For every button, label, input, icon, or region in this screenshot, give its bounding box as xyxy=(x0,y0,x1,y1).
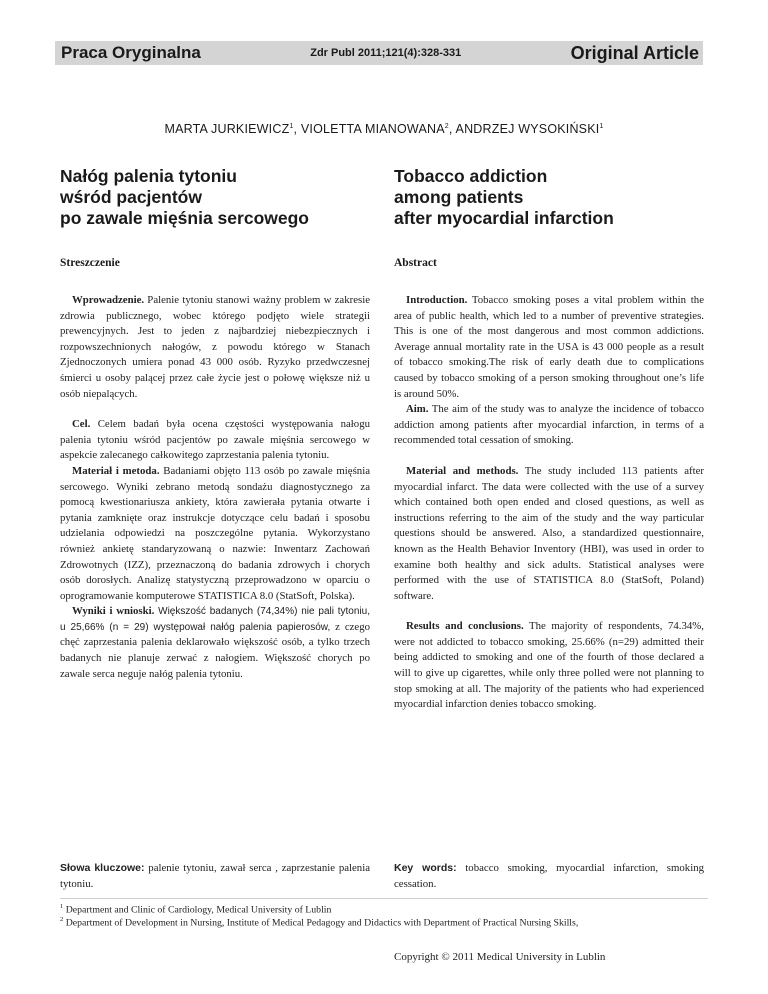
abstract-paragraph xyxy=(60,417,370,464)
paragraph-lead: Wprowadzenie. xyxy=(72,294,145,306)
paragraph-text: The aim of the study was to analyze the incidence of tobacco addiction among patients after myocardial infarction, in terms of a recommended total cessation of smoking. xyxy=(394,403,704,447)
author-list: MARTA JURKIEWICZ$^1$, VIOLETTA MIANOWANA$^2$, ANDRZEJ WYSOKIŃSKI$^1$ xyxy=(164,122,604,136)
title-polish xyxy=(60,166,370,229)
keywords-text: tobacco smoking, myocardial infarction, smoking cessation. xyxy=(394,862,704,890)
title-line: after myocardial infarction xyxy=(394,208,614,228)
header-article-type-en: Original Article xyxy=(570,42,699,63)
title-line: Nałóg palenia tytoniu xyxy=(60,166,237,186)
footnote-text: Department of Development in Nursing, Institute of Medical Pedagogy and Didactics with Department of Practical Nursing Skills, xyxy=(63,917,579,929)
title-line: among patients xyxy=(394,187,524,207)
abstract-english xyxy=(394,293,704,713)
abstract-polish xyxy=(60,293,370,682)
keywords-polish xyxy=(60,861,370,892)
author-name: ANDRZEJ WYSOKIŃSKI xyxy=(455,122,600,136)
abstract-paragraph xyxy=(60,293,370,402)
copyright-notice: Copyright © 2011 Medical University in Lublin xyxy=(394,951,606,963)
paragraph-lead: Introduction. xyxy=(406,294,468,306)
title-line: wśród pacjentów xyxy=(60,187,202,207)
footnote-mark: 2 xyxy=(60,916,64,923)
paragraph-text: Tobacco smoking poses a vital problem within the area of public health, which led to a number of preventive strategies. This is one of the most dangerous and most common addictions. Average annual mortality rate in the USA is 43 000 people as a result of tobacco smoking.The risk of early death due to complications caused by tobacco smoking of a person smoking throughout one’s life is around 50%. xyxy=(394,294,704,400)
abstract-paragraph xyxy=(394,402,704,449)
abstract-paragraph xyxy=(394,464,704,604)
paragraph-lead: Aim. xyxy=(406,403,429,416)
paragraph-text: Większość badanych (74,34%) nie pali tytoniu, u 25,66% (n = 29) występował nałóg palenia papierosów, xyxy=(60,606,370,633)
header-article-type-pl: Praca Oryginalna xyxy=(61,43,201,62)
author-affiliation-mark: 2 xyxy=(444,122,449,130)
paragraph-text: z czego chęć zaprzestania palenia deklarowało większość osób, a tylko trzech badanych nie planuje zerwać z nałogiem. Większość chorych po zawale serca neguje nałóg palenia tytoniu. xyxy=(60,620,370,680)
paragraph-text: Palenie tytoniu stanowi ważny problem w zakresie zdrowia publicznego, wobec którego podjęto wiele strategii prewencyjnych. Jest to jeden z najbardziej niebezpiecznych i rozpowszechnionych nałogów, z powodu którego w Stanach Zjednoczonych umiera ponad 43 000 osób. Ryzyko przedwczesnej śmierci u osoby palącej przez całe życie jest o połowę większe niż u osób niepalących. xyxy=(60,294,370,400)
paragraph-text: Badaniami objęto 113 osób po zawale mięśnia sercowego. Wyniki zebrano metodą sondażu diagnostycznego za pomocą kwestionariusza ankiety, która zawierała pytania otwarte i pytania zamknięte oraz instrukcje dotyczące celu badań i sposobu udzielania odpowiedzi na poszczególne pytania. Wykorzystano również ankietę standaryzowaną o nazwie: Inwentarz Zachowań Zdrowotnych (IZZ), przeznaczoną do badania zdrowych i chorych osób dorosłych. Analizę statystyczną przeprowadzono w oparciu o oprogramowanie komputerowe STATISTICA 8.0 (StatSoft, Polska). xyxy=(60,464,370,602)
title-english xyxy=(394,166,704,229)
abstract-paragraph xyxy=(60,464,370,604)
abstract-paragraph xyxy=(394,619,704,713)
paragraph-text: The study included 113 patients after myocardial infarct. The data were collected with the use of a survey which contained both open ended and closed questions, as well as instructions referring to the aim of the study and the way particular questions should be answered. Also, a standardized questionnaire, known as the Health Behavior Inventory (HBI), was used in order to examine both healthy and sick adults. Statistical analyses were performed with the use of STATISTICA 8.0 (StatSoft, Poland) software. xyxy=(394,464,704,602)
paragraph-lead: Results and conclusions. xyxy=(406,620,524,633)
paragraph-text: Celem badań była ocena częstości występowania nałogu palenia tytoniu wśród pacjentów po zawale mięśnia sercowego w aspekcie zalecanego całkowitego zaprzestania palenia tytoniu. xyxy=(60,418,370,462)
footnote-affiliation-2 xyxy=(60,913,710,929)
paragraph-lead: Cel. xyxy=(72,418,91,431)
keywords-text: palenie tytoniu, zawał serca , zaprzestanie palenia tytoniu. xyxy=(60,862,370,890)
author-name: MARTA JURKIEWICZ xyxy=(164,122,290,136)
abstract-paragraph xyxy=(394,293,704,402)
paragraph-lead: Wyniki i wnioski. xyxy=(72,605,155,618)
header-citation: Zdr Publ 2011;121(4):328-331 xyxy=(310,47,462,59)
title-line: po zawale mięśnia sercowego xyxy=(60,208,309,228)
title-line: Tobacco addiction xyxy=(394,166,548,186)
footnote-divider xyxy=(60,898,708,899)
footnote-text: Department and Clinic of Cardiology, Medical University of Lublin xyxy=(63,904,332,916)
author-name: VIOLETTA MIANOWANA xyxy=(300,122,445,136)
keywords-label: Key words: xyxy=(394,862,457,874)
paragraph-lead: Materiał i metoda. xyxy=(72,464,160,477)
footnote-mark: 1 xyxy=(60,903,64,910)
abstract-paragraph xyxy=(60,604,370,682)
section-heading-abstract: Abstract xyxy=(394,257,437,269)
section-heading-streszczenie: Streszczenie xyxy=(60,257,120,269)
paragraph-lead: Material and methods. xyxy=(406,464,519,477)
keywords-english xyxy=(394,861,704,892)
author-affiliation-mark: 1 xyxy=(289,122,294,130)
paragraph-text: The majority of respondents, 74.34%, were not addicted to tobacco smoking, 25.66% (n=29) admitted their being addicted to smoking and one of the fourth of those declared a will to give up cigarettes, while only three polled were not planning to stop smoking at all. The majority of the patients who had experienced myocardial infarction denies tobacco smoking. xyxy=(394,620,704,711)
journal-header xyxy=(55,41,703,65)
author-affiliation-mark: 1 xyxy=(599,122,604,130)
keywords-label: Słowa kluczowe: xyxy=(60,862,145,874)
